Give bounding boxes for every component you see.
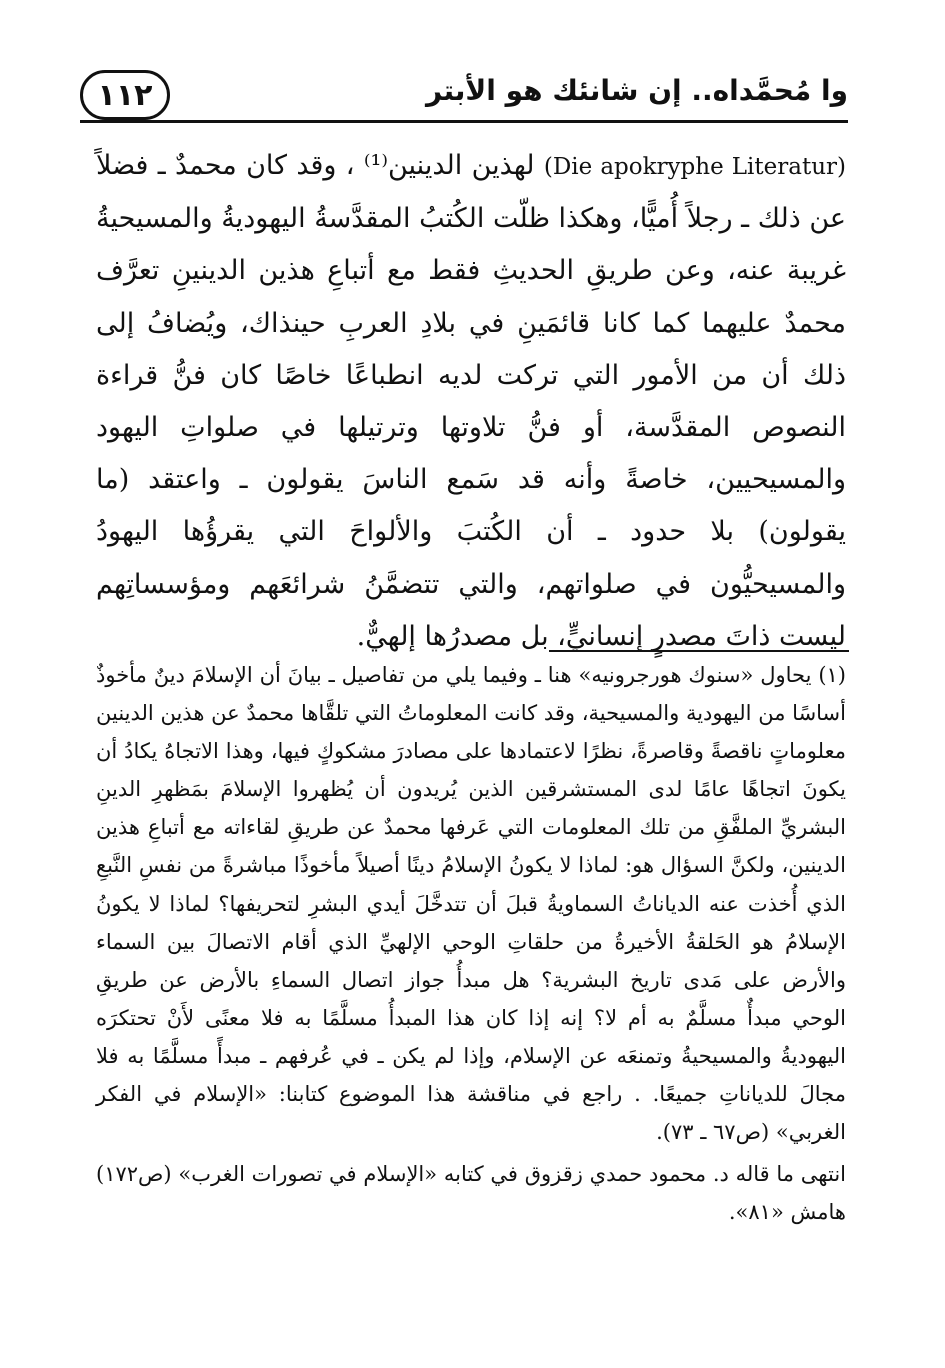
paragraph-text: لهذين الدينين⁽¹⁾ ، وقد كان محمدٌ ـ فضلاً عن ذلك ـ رجلاً أُميًّا، وهكذا ظلّت الكُتبُ المقدَّسةُ اليهوديةُ والمسيحيةُ غريبة عنه، وعن طريقِ الحديثِ فقط مع أتباعِ هذين الدينينِ تعرَّف محمدٌ عليهما كما كانا قائمَينِ في بلادِ العربِ حينذاك، ويُضافُ إلى ذلك أن من الأمور التي تركت لديه انطباعًا خاصًا كان فنُّ قراءة النصوص المقدَّسة، أو فنُّ تلاوتها وترتيلها في صلواتِ اليهود والمسيحيين، خاصةً وأنه قد سَمع الناسَ يقولون ـ واعتقد (ما يقولون) بلا حدود ـ أن الكُتبَ والألواحَ التي يقرؤُها اليهودُ والمسيحيُّون في صلواتهم، والتي تتضمَّنُ شرائعَهم ومؤسساتِهم ليست ذاتَ مصدرٍ إنسانيٍّ، بل مصدرُها إلهيٌّ. <box>96 150 846 652</box>
latin-term: (Die apokryphe Literatur) <box>543 154 846 180</box>
footnote-2: انتهى ما قاله د. محمود حمدي زقزوق في كتابه «الإسلام في تصورات الغرب» (ص١٧٢) هامش «٨١». <box>96 1162 846 1225</box>
page-header <box>80 62 848 122</box>
footnote-1: (١) يحاول «سنوك هورجرونيه» هنا ـ وفيما يلي من تفاصيل ـ بيانَ أن الإسلامَ دينٌ مأخوذٌ أساسًا من اليهودية والمسيحية، وقد كانت المعلوماتُ التي تلقَّاها محمدٌ عن هذين الدينين معلوماتٍ ناقصةً وقاصرةً، نظرًا لاعتمادها على مصادرَ مشكوكٍ فيها، وهذا الاتجاهُ يكادُ أن يكونَ اتجاهًا عامًا لدى المستشرقين الذين يُريدون أن يُظهروا الإسلامَ بمَظهرِ الدينِ البشريِّ الملفَّقِ من تلك المعلومات التي عَرفها محمدٌ عن طريقِ لقاءاته مع أتباعِ هذين الدينين، ولكنَّ السؤال هو: لماذا لا يكونُ الإسلامُ دينًا أصيلاً مأخوذًا مباشرةً من نفسِ النَّبعِ الذي أُخذت عنه الدياناتُ السماويةُ قبلَ أن تتدخَّلَ أيدي البشرِ لتحريفها؟ لماذا لا يكونُ الإسلامُ هو الحَلقةُ الأخيرةُ من حلقاتِ الوحي الإلهيِّ الذي أقام الاتصالَ بين السماء والأرض على مَدى تاريخ البشرية؟ هل مبدأُ جواز اتصال السماءِ بالأرض عن طريقِ الوحي مبدأٌ مسلَّمٌ به أم لا؟ إنه إذا كان هذا المبدأُ مسلَّمًا به فلا معنًى لأَنْ تحتكرَه اليهوديةُ والمسيحيةُ وتمنعَه عن الإسلام، وإذا لم يكن ـ في عُرفهم ـ مبدأً مسلَّمًا به فلا مجالَ للدياناتِ جميعًا. . راجع في مناقشة هذا الموضوع كتابنا: «الإسلام في الفكر الغربي» (ص٦٧ ـ ٧٣). <box>96 663 846 1145</box>
main-text <box>96 140 846 663</box>
running-title: وا مُحمَّداه.. إن شانئك هو الأبتر <box>426 74 848 107</box>
footnote-divider <box>549 650 849 652</box>
footnotes <box>96 656 846 1231</box>
header-divider <box>80 120 848 123</box>
page-number: ١١٢ <box>97 77 153 113</box>
body-paragraph <box>96 140 846 663</box>
page-number-badge <box>80 70 170 120</box>
